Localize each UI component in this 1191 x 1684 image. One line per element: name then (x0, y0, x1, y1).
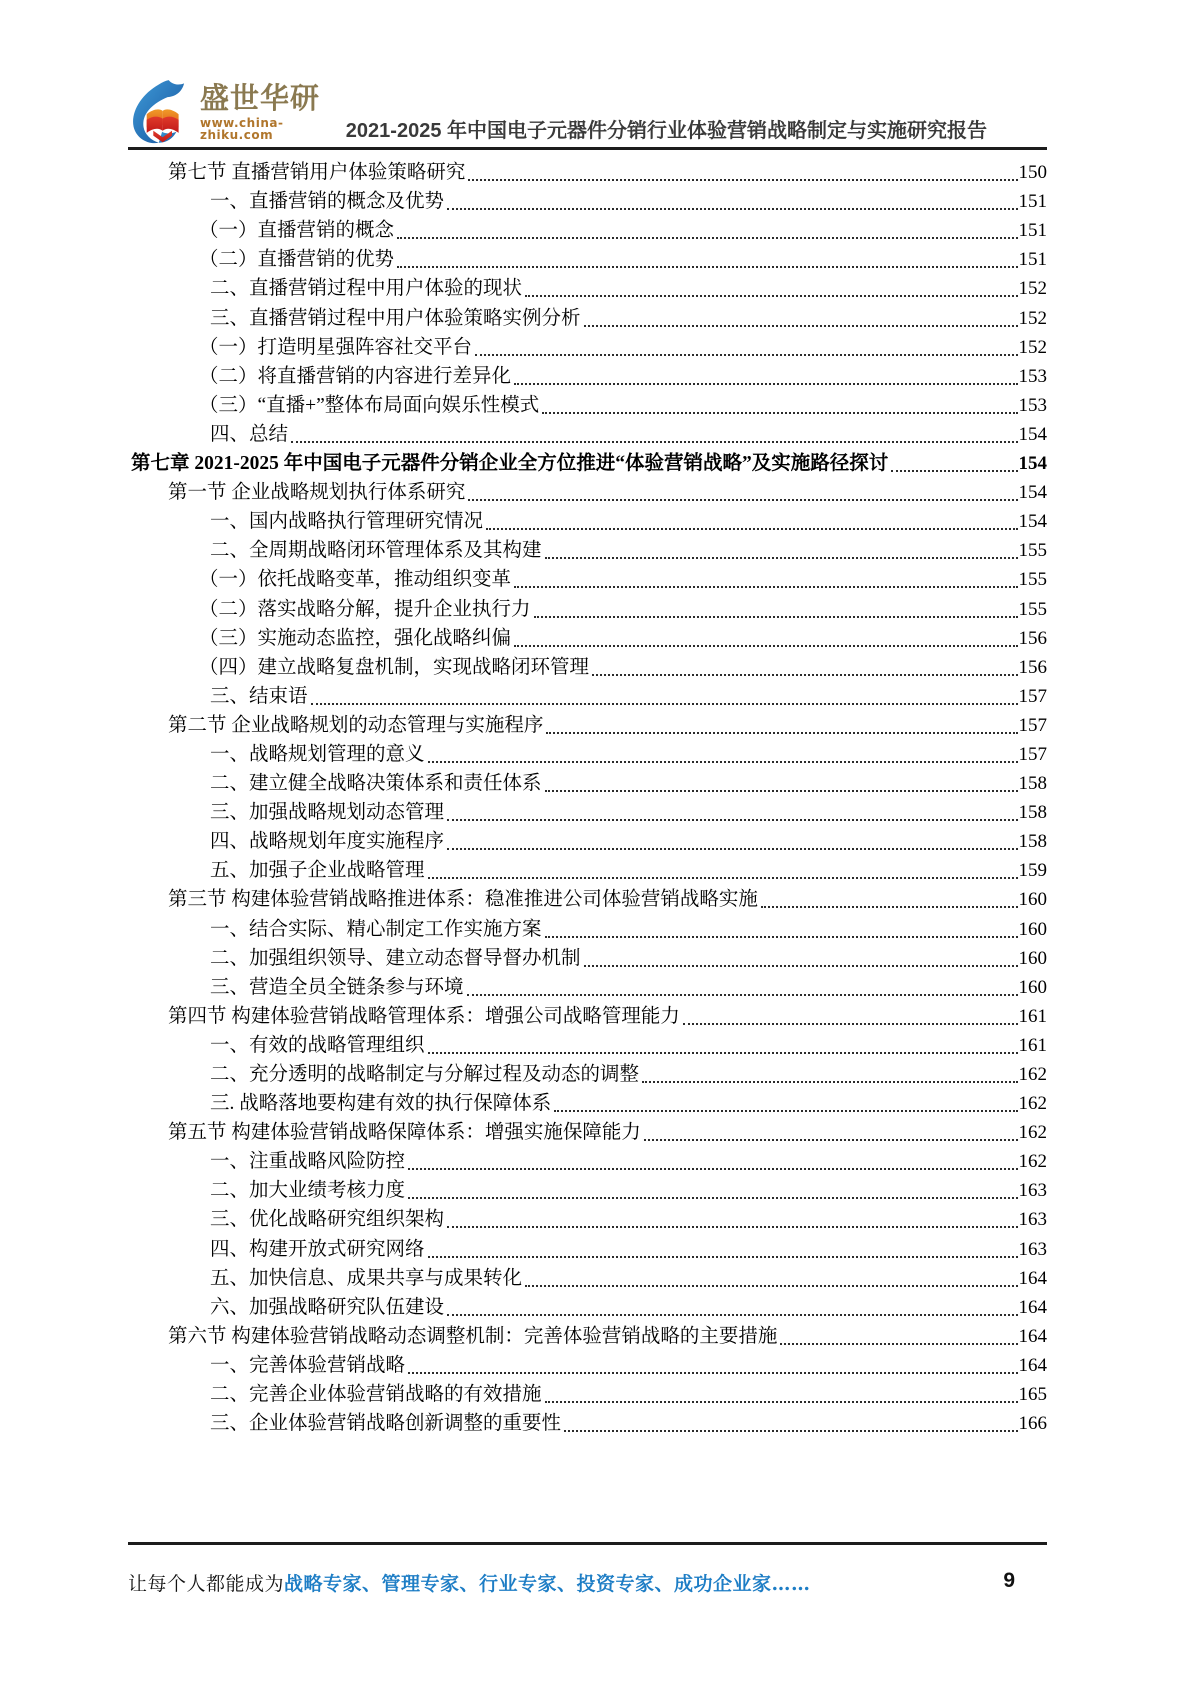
dot-leader (447, 848, 1017, 850)
dot-leader (514, 645, 1017, 647)
toc-entry[interactable] (128, 681, 1047, 710)
dot-leader (428, 1256, 1018, 1258)
toc-entry-text: 三、营造全员全链条参与环境 (210, 976, 464, 998)
toc-entry-page-number: 156 (1018, 656, 1047, 678)
toc-entry[interactable] (128, 1146, 1047, 1175)
toc-entry[interactable] (128, 157, 1047, 186)
toc-entry-page-number: 163 (1018, 1238, 1047, 1260)
toc-entry-page-number: 153 (1018, 394, 1047, 416)
footer-slogan-highlight: 战略专家、管理专家、行业专家、投资专家、成功企业家…… (284, 1573, 811, 1595)
dot-leader (891, 470, 1017, 472)
toc-entry-text: 二、直播营销过程中用户体验的现状 (210, 278, 523, 300)
toc-entry[interactable] (128, 884, 1047, 913)
dot-leader (397, 237, 1017, 239)
toc-entry-text: （三）“直播+”整体布局面向娱乐性模式 (199, 394, 540, 416)
toc-entry[interactable] (128, 244, 1047, 273)
toc-entry[interactable] (128, 652, 1047, 681)
toc-entry[interactable] (128, 1350, 1047, 1379)
toc-entry-page-number: 158 (1018, 802, 1047, 824)
toc-entry-page-number: 162 (1018, 1064, 1047, 1085)
footer-slogan (128, 1569, 811, 1596)
toc-entry[interactable] (128, 1263, 1047, 1292)
dot-leader (584, 325, 1018, 327)
toc-entry-text: （一）直播营销的概念 (199, 220, 395, 242)
toc-entry-text: 六、加强战略研究队伍建设 (210, 1296, 445, 1318)
toc-entry-page-number: 152 (1018, 307, 1047, 329)
toc-entry-page-number: 154 (1018, 482, 1047, 504)
toc-entry-page-number: 157 (1018, 743, 1047, 765)
toc-entry[interactable] (128, 419, 1047, 448)
toc-entry[interactable] (128, 1408, 1047, 1437)
toc-entry-page-number: 154 (1018, 511, 1047, 533)
toc-entry[interactable] (128, 273, 1047, 302)
book-swoosh-logo-icon (128, 79, 194, 145)
toc-entry[interactable] (128, 1001, 1047, 1030)
toc-entry[interactable] (128, 826, 1047, 855)
toc-entry-text: 一、有效的战略管理组织 (210, 1034, 425, 1056)
toc-entry-text: 三、直播营销过程中用户体验策略实例分析 (210, 307, 581, 329)
toc-entry-text: 第二节 企业战略规划的动态管理与实施程序 (168, 714, 544, 736)
toc-entry-text: 第七章 2021-2025 年中国电子元器件分销企业全方位推进“体验营销战略”及实施路径探讨 (131, 453, 889, 475)
dot-leader (468, 499, 1017, 501)
dot-leader (525, 295, 1017, 297)
toc-entry-page-number: 150 (1018, 162, 1047, 184)
toc-entry[interactable] (128, 1233, 1047, 1262)
toc-entry-page-number: 154 (1018, 453, 1047, 475)
toc-entry[interactable] (128, 913, 1047, 942)
toc-entry-page-number: 161 (1018, 1034, 1047, 1056)
dot-leader (428, 761, 1018, 763)
toc-entry-text: 二、全周期战略闭环管理体系及其构建 (210, 540, 542, 562)
toc-entry[interactable] (128, 477, 1047, 506)
toc-entry-page-number: 159 (1018, 860, 1047, 882)
dot-leader (291, 441, 1017, 443)
dot-leader (564, 1430, 1017, 1432)
toc-entry-page-number: 160 (1018, 889, 1047, 911)
dot-leader (780, 1343, 1017, 1345)
dot-leader (514, 586, 1017, 588)
toc-entry[interactable] (128, 710, 1047, 739)
dot-leader (447, 819, 1017, 821)
dot-leader (486, 528, 1017, 530)
dot-leader (408, 1197, 1017, 1199)
dot-leader (542, 412, 1017, 414)
toc-entry[interactable] (128, 593, 1047, 622)
toc-entry-text: 一、直播营销的概念及优势 (210, 191, 445, 213)
toc-entry-text: 二、完善企业体验营销战略的有效措施 (210, 1384, 542, 1406)
toc-entry-text: 三. 战略落地要构建有效的执行保障体系 (210, 1093, 552, 1115)
toc-entry-text: 一、注重战略风险防控 (210, 1151, 406, 1173)
toc-entry[interactable] (128, 768, 1047, 797)
toc-entry-text: 第五节 构建体验营销战略保障体系：增强实施保障能力 (168, 1122, 641, 1144)
toc-entry-text: 三、结束语 (210, 685, 308, 707)
toc-entry-page-number: 152 (1018, 278, 1047, 300)
toc-entry[interactable] (128, 1321, 1047, 1350)
toc-entry-text: 二、建立健全战略决策体系和责任体系 (210, 773, 542, 795)
toc-entry-page-number: 151 (1018, 220, 1047, 242)
toc-entry[interactable] (128, 1379, 1047, 1408)
toc-entry-page-number: 163 (1018, 1180, 1047, 1202)
dot-leader (408, 1168, 1017, 1170)
toc-entry-text: （二）落实战略分解，提升企业执行力 (199, 598, 531, 620)
toc-entry-text: 第六节 构建体验营销战略动态调整机制：完善体验营销战略的主要措施 (168, 1325, 778, 1347)
dot-leader (514, 383, 1017, 385)
toc-entry-text: 一、结合实际、精心制定工作实施方案 (210, 918, 542, 940)
toc-entry[interactable] (128, 1059, 1047, 1088)
toc-entry[interactable] (128, 215, 1047, 244)
dot-leader (447, 1314, 1017, 1316)
dot-leader (592, 674, 1017, 676)
toc-entry[interactable] (128, 302, 1047, 331)
toc-entry[interactable] (128, 390, 1047, 419)
toc-entry-text: （三）实施动态监控，强化战略纠偏 (199, 627, 512, 649)
toc-entry-page-number: 153 (1018, 365, 1047, 387)
toc-entry[interactable] (128, 361, 1047, 390)
dot-leader (447, 1226, 1017, 1228)
toc-entry-text: 三、企业体验营销战略创新调整的重要性 (210, 1413, 562, 1435)
toc-entry-page-number: 157 (1018, 685, 1047, 707)
toc-entry-text: 三、加强战略规划动态管理 (210, 802, 445, 824)
dot-leader (408, 1372, 1017, 1374)
page-number: 9 (1003, 1569, 1015, 1592)
toc-entry-text: 二、加大业绩考核力度 (210, 1180, 406, 1202)
toc-entry-text: 一、国内战略执行管理研究情况 (210, 511, 484, 533)
toc-entry[interactable] (128, 943, 1047, 972)
dot-leader (397, 266, 1017, 268)
toc-entry-text: 第一节 企业战略规划执行体系研究 (168, 482, 466, 504)
toc-entry-page-number: 155 (1018, 598, 1047, 620)
toc-entry[interactable] (128, 332, 1047, 361)
toc-entry-page-number: 155 (1018, 540, 1047, 562)
toc-entry[interactable] (128, 797, 1047, 826)
dot-leader (644, 1139, 1018, 1141)
dot-leader (545, 790, 1018, 792)
toc-entry[interactable] (128, 448, 1047, 477)
toc-entry-page-number: 164 (1018, 1267, 1047, 1289)
dot-leader (311, 703, 1018, 705)
dot-leader (475, 354, 1017, 356)
toc-entry-text: 一、战略规划管理的意义 (210, 743, 425, 765)
dot-leader (525, 1285, 1017, 1287)
company-logo (128, 79, 346, 145)
dot-leader (467, 994, 1018, 996)
logo-text-block (200, 80, 346, 142)
toc-entry-text: 四、战略规划年度实施程序 (210, 831, 445, 853)
toc-entry-page-number: 166 (1018, 1413, 1047, 1435)
toc-entry-text: 第三节 构建体验营销战略推进体系：稳准推进公司体验营销战略实施 (168, 889, 758, 911)
dot-leader (554, 1110, 1017, 1112)
toc-entry-page-number: 162 (1018, 1151, 1047, 1173)
toc-entry-text: （二）直播营销的优势 (199, 249, 395, 271)
report-title: 2021-2025 年中国电子元器件分销行业体验营销战略制定与实施研究报告 (345, 120, 987, 142)
toc-entry-page-number: 160 (1018, 976, 1047, 998)
toc-entry-page-number: 157 (1018, 714, 1047, 736)
toc-entry[interactable] (128, 1292, 1047, 1321)
logo-website-url: www.china-zhiku.com (200, 115, 284, 142)
toc-entry-page-number: 162 (1018, 1093, 1047, 1115)
toc-entry-page-number: 164 (1018, 1354, 1047, 1376)
toc-entry[interactable] (128, 1175, 1047, 1204)
toc-entry-page-number: 165 (1018, 1384, 1047, 1406)
toc-entry-text: 第七节 直播营销用户体验策略研究 (168, 162, 466, 184)
toc-entry-page-number: 160 (1018, 918, 1047, 940)
toc-entry-page-number: 152 (1018, 336, 1047, 358)
dot-leader (428, 877, 1018, 879)
toc-list (128, 157, 1047, 1437)
dot-leader (545, 557, 1018, 559)
toc-entry-text: 四、总结 (210, 423, 289, 445)
toc-entry-text: 二、加强组织领导、建立动态督导督办机制 (210, 947, 581, 969)
toc-entry-text: 第四节 构建体验营销战略管理体系：增强公司战略管理能力 (168, 1005, 680, 1027)
toc-entry-page-number: 158 (1018, 773, 1047, 795)
toc-entry-page-number: 154 (1018, 423, 1047, 445)
toc-entry-text: 二、充分透明的战略制定与分解过程及动态的调整 (210, 1064, 640, 1085)
dot-leader (545, 1401, 1018, 1403)
toc-entry-text: （一）打造明星强阵容社交平台 (199, 336, 473, 358)
toc-entry-text: （四）建立战略复盘机制，实现战略闭环管理 (199, 656, 590, 678)
logo-company-name: 盛世华研 (200, 80, 321, 115)
toc-entry-text: 五、加快信息、成果共享与成果转化 (210, 1267, 523, 1289)
dot-leader (545, 936, 1018, 938)
toc-entry-page-number: 163 (1018, 1209, 1047, 1231)
toc-entry-text: 三、优化战略研究组织架构 (210, 1209, 445, 1231)
toc-entry[interactable] (128, 739, 1047, 768)
toc-entry-page-number: 151 (1018, 191, 1047, 213)
toc-entry[interactable] (128, 855, 1047, 884)
toc-entry-text: （一）依托战略变革，推动组织变革 (199, 569, 512, 591)
toc-entry[interactable] (128, 186, 1047, 215)
toc-entry-page-number: 151 (1018, 249, 1047, 271)
page-header (128, 76, 1047, 150)
dot-leader (546, 732, 1017, 734)
toc-entry-page-number: 164 (1018, 1296, 1047, 1318)
toc-entry-text: 一、完善体验营销战略 (210, 1354, 406, 1376)
toc-entry[interactable] (128, 1030, 1047, 1059)
toc-entry-page-number: 158 (1018, 831, 1047, 853)
footer-slogan-prefix: 让每个人都能成为 (128, 1573, 285, 1595)
dot-leader (468, 179, 1017, 181)
toc-entry-page-number: 162 (1018, 1122, 1047, 1144)
toc-entry-text: 四、构建开放式研究网络 (210, 1238, 425, 1260)
dot-leader (428, 1052, 1018, 1054)
toc-entry[interactable] (128, 535, 1047, 564)
dot-leader (447, 208, 1017, 210)
page-footer (128, 1542, 1047, 1596)
toc-entry[interactable] (128, 506, 1047, 535)
toc-entry-text: （二）将直播营销的内容进行差异化 (199, 365, 512, 387)
dot-leader (534, 616, 1018, 618)
toc-entry[interactable] (128, 972, 1047, 1001)
dot-leader (761, 906, 1018, 908)
toc-entry[interactable] (128, 1204, 1047, 1233)
toc-entry[interactable] (128, 564, 1047, 593)
toc-entry-page-number: 155 (1018, 569, 1047, 591)
toc-entry-page-number: 156 (1018, 627, 1047, 649)
toc-entry[interactable] (128, 1088, 1047, 1117)
dot-leader (642, 1081, 1017, 1083)
dot-leader (584, 965, 1018, 967)
toc-entry-page-number: 164 (1018, 1325, 1047, 1347)
toc-entry-text: 五、加强子企业战略管理 (210, 860, 425, 882)
toc-entry-page-number: 161 (1018, 1005, 1047, 1027)
toc-entry[interactable] (128, 1117, 1047, 1146)
dot-leader (683, 1023, 1018, 1025)
toc-entry-page-number: 160 (1018, 947, 1047, 969)
toc-entry[interactable] (128, 623, 1047, 652)
